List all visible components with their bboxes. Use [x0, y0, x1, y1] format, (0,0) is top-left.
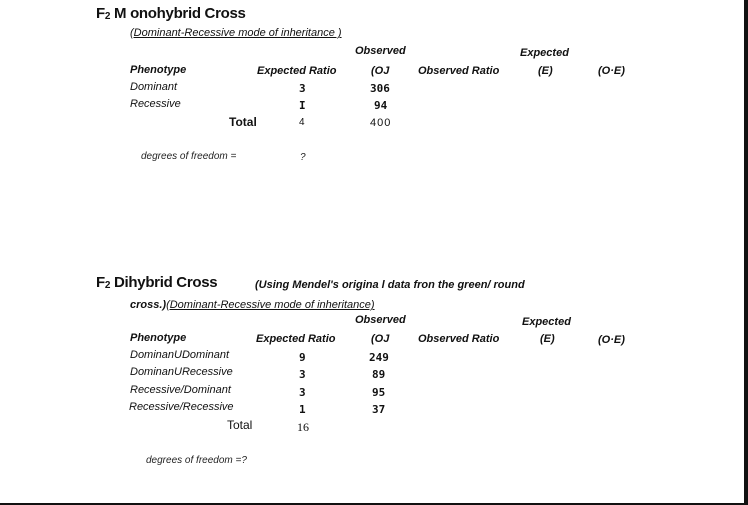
mono-phenotype-header: Phenotype [130, 64, 187, 76]
mono-expected-ratio-header: Expected Ratio [257, 65, 337, 77]
di-row-phenotype: Recessive/Recessive [129, 401, 234, 413]
di-total-label: Total [227, 418, 253, 432]
mono-row-phenotype: Dominant [130, 81, 178, 93]
mono-row-ratio: I [299, 99, 306, 112]
mono-total-ratio: 4 [299, 117, 305, 128]
di-observed-ratio-header: Observed Ratio [418, 333, 500, 345]
mono-dof-label: degrees of freedom = [141, 151, 237, 162]
mono-row-phenotype: Recessive [130, 98, 181, 110]
di-expected-ratio-header: Expected Ratio [256, 333, 336, 345]
di-expected-header-top: Expected [522, 316, 571, 328]
di-row-ratio: 9 [299, 351, 306, 364]
di-total-ratio: 16 [297, 420, 309, 434]
mono-dof-value: ? [300, 152, 306, 163]
mono-observed-ratio-header: Observed Ratio [418, 65, 500, 77]
di-note-line2: cross.) [130, 299, 167, 311]
mono-expected-header-top: Expected [520, 47, 569, 59]
di-row-observed: 95 [372, 386, 386, 399]
di-row-phenotype: DominanURecessive [130, 366, 233, 378]
di-row-phenotype: DominanUDominant [130, 349, 230, 361]
di-phenotype-header: Phenotype [130, 332, 187, 344]
di-row-observed: 89 [372, 368, 386, 381]
di-o-minus-e-header: (O·E) [598, 334, 625, 346]
di-row-ratio: 3 [299, 386, 306, 399]
di-note: (Using Mendel's origina l data fron the green/ round [255, 279, 525, 291]
di-row-observed: 249 [369, 351, 389, 364]
di-row-ratio: 3 [299, 368, 306, 381]
mono-observed-header-top: Observed [355, 45, 406, 57]
mono-o-minus-e-header: (O·E) [598, 65, 625, 77]
page-edge-right [744, 0, 748, 505]
mono-expected-header-bottom: (E) [538, 65, 553, 77]
di-row-ratio: 1 [299, 403, 306, 416]
mono-total-observed: 400 [370, 117, 392, 129]
di-subtitle: (Dominant-Recessive mode of inheritance) [166, 299, 375, 311]
di-row-observed: 37 [372, 403, 386, 416]
mono-row-observed: 94 [374, 99, 388, 112]
mono-total-label: Total [229, 115, 257, 129]
mono-subtitle: (Dominant-Recessive mode of inheritance ) [130, 27, 342, 39]
mono-observed-header-bottom: (OJ [371, 65, 390, 77]
di-observed-header-top: Observed [355, 314, 406, 326]
di-expected-header-bottom: (E) [540, 333, 555, 345]
di-dof-label: degrees of freedom =? [146, 455, 247, 466]
mono-row-observed: 306 [370, 82, 390, 95]
di-title: $F_2$ Dihybrid Cross [96, 274, 218, 291]
mono-row-ratio: 3 [299, 82, 306, 95]
di-observed-header-bottom: (OJ [371, 333, 390, 345]
mono-title: $F_2$ M onohybrid Cross [96, 5, 246, 22]
di-row-phenotype: Recessive/Dominant [130, 384, 231, 396]
di-subtitle-line [130, 295, 375, 313]
